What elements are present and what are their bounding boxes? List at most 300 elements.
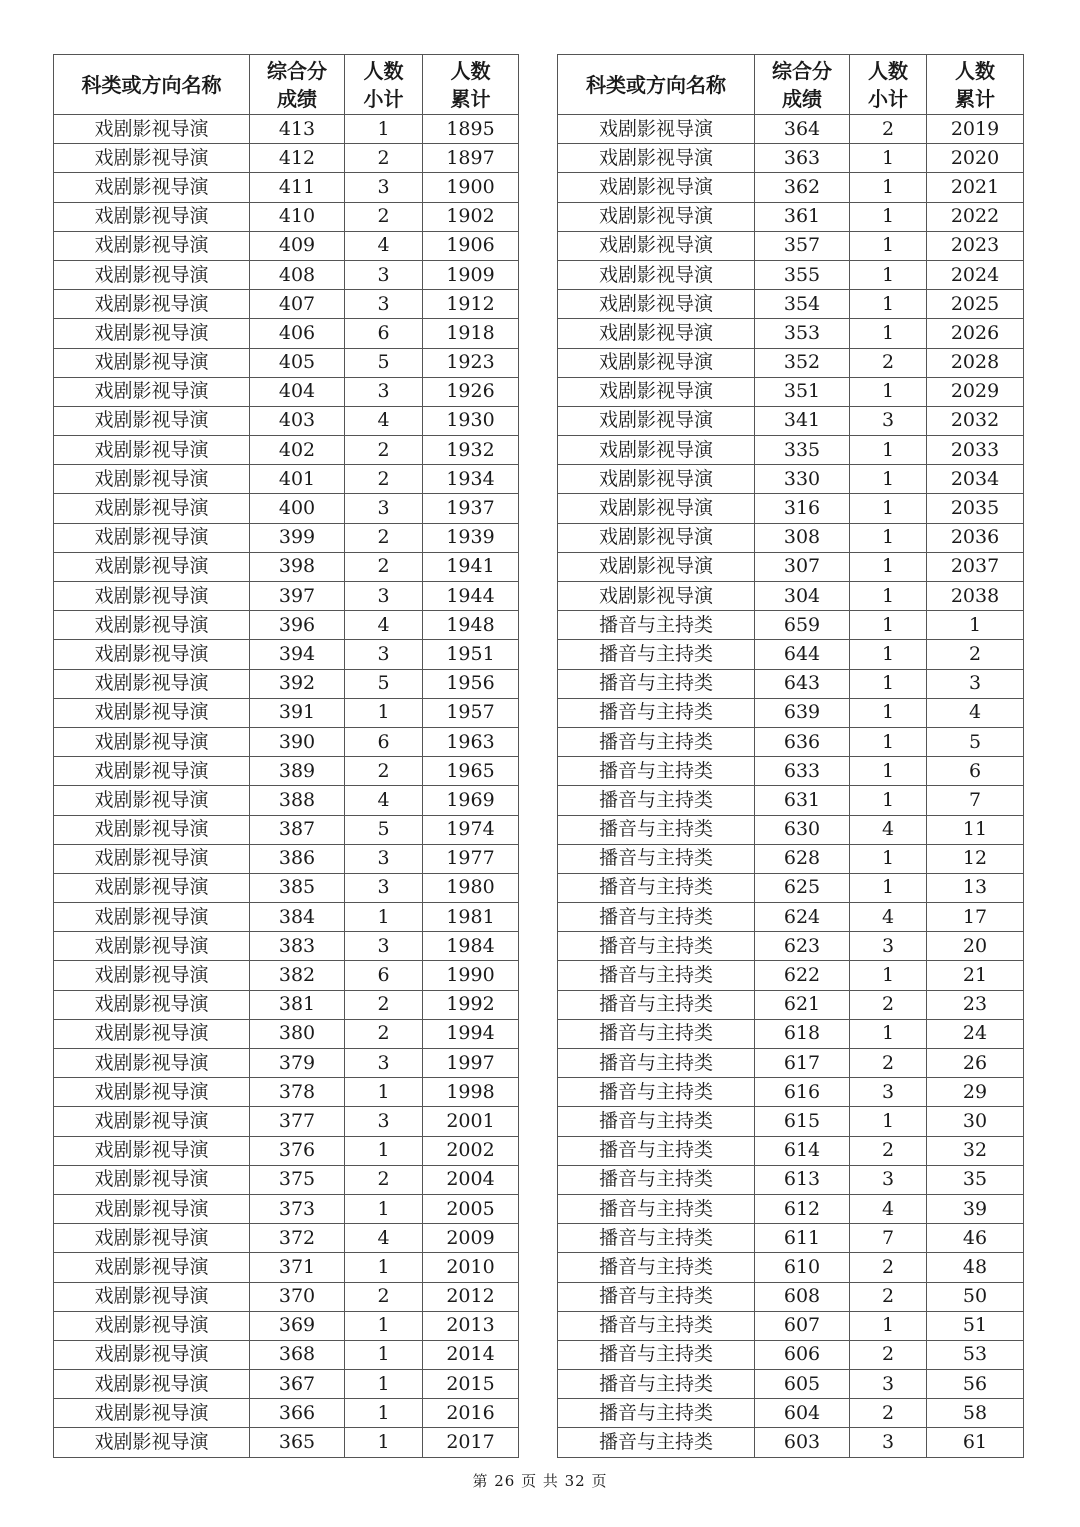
cell-subtotal: 2 — [345, 144, 423, 173]
table-row — [54, 844, 519, 873]
cell-score: 400 — [250, 494, 345, 523]
header-subtotal: 人数 小计 — [850, 55, 927, 115]
table-row — [558, 961, 1024, 990]
table-row — [558, 1019, 1024, 1048]
table-row — [54, 1253, 519, 1282]
table-body-right — [558, 115, 1024, 1458]
cell-subtotal: 1 — [345, 1428, 423, 1457]
cell-category: 戏剧影视导演 — [54, 1136, 250, 1165]
table-row — [558, 115, 1024, 144]
cell-score: 605 — [755, 1370, 850, 1399]
table-header-row — [558, 55, 1024, 115]
cell-subtotal: 1 — [850, 202, 927, 231]
cell-subtotal: 2 — [345, 552, 423, 581]
table-row — [54, 523, 519, 552]
cell-cumulative: 23 — [927, 990, 1024, 1019]
cell-subtotal: 3 — [345, 290, 423, 319]
cell-score: 383 — [250, 932, 345, 961]
header-category: 科类或方向名称 — [558, 55, 755, 115]
cell-category: 戏剧影视导演 — [54, 611, 250, 640]
table-row — [54, 669, 519, 698]
cell-score: 621 — [755, 990, 850, 1019]
cell-subtotal: 3 — [345, 494, 423, 523]
cell-category: 戏剧影视导演 — [54, 1428, 250, 1457]
cell-cumulative: 2 — [927, 640, 1024, 669]
table-row — [54, 1194, 519, 1223]
cell-category: 戏剧影视导演 — [558, 115, 755, 144]
table-row — [558, 903, 1024, 932]
table-row — [54, 1399, 519, 1428]
table-row — [54, 552, 519, 581]
table-row — [558, 757, 1024, 786]
cell-cumulative: 1895 — [423, 115, 519, 144]
cell-category: 播音与主持类 — [558, 727, 755, 756]
cell-cumulative: 12 — [927, 844, 1024, 873]
score-table-left — [53, 54, 519, 1458]
cell-score: 611 — [755, 1224, 850, 1253]
cell-cumulative: 1930 — [423, 406, 519, 435]
cell-score: 380 — [250, 1019, 345, 1048]
cell-cumulative: 1937 — [423, 494, 519, 523]
cell-subtotal: 1 — [850, 640, 927, 669]
cell-category: 戏剧影视导演 — [54, 1165, 250, 1194]
cell-subtotal: 1 — [850, 698, 927, 727]
table-row — [54, 698, 519, 727]
cell-cumulative: 1941 — [423, 552, 519, 581]
cell-cumulative: 2001 — [423, 1107, 519, 1136]
cell-cumulative: 1900 — [423, 173, 519, 202]
cell-category: 戏剧影视导演 — [558, 436, 755, 465]
cell-subtotal: 3 — [345, 844, 423, 873]
table-row — [558, 144, 1024, 173]
cell-cumulative: 3 — [927, 669, 1024, 698]
cell-subtotal: 2 — [345, 757, 423, 786]
cell-score: 376 — [250, 1136, 345, 1165]
cell-subtotal: 1 — [345, 1370, 423, 1399]
table-row — [558, 1165, 1024, 1194]
cell-category: 播音与主持类 — [558, 1019, 755, 1048]
table-row — [54, 1428, 519, 1457]
header-score: 综合分 成绩 — [755, 55, 850, 115]
table-row — [558, 698, 1024, 727]
cell-cumulative: 51 — [927, 1311, 1024, 1340]
table-row — [558, 1311, 1024, 1340]
score-table-right — [557, 54, 1024, 1458]
cell-category: 戏剧影视导演 — [54, 144, 250, 173]
cell-score: 631 — [755, 786, 850, 815]
cell-score: 628 — [755, 844, 850, 873]
cell-subtotal: 2 — [850, 115, 927, 144]
table-row — [54, 815, 519, 844]
cell-category: 戏剧影视导演 — [54, 1107, 250, 1136]
table-row — [558, 202, 1024, 231]
cell-category: 戏剧影视导演 — [54, 1253, 250, 1282]
cell-category: 戏剧影视导演 — [54, 873, 250, 902]
cell-cumulative: 11 — [927, 815, 1024, 844]
cell-cumulative: 1918 — [423, 319, 519, 348]
cell-category: 戏剧影视导演 — [54, 406, 250, 435]
cell-category: 播音与主持类 — [558, 698, 755, 727]
cell-category: 戏剧影视导演 — [54, 1078, 250, 1107]
cell-score: 375 — [250, 1165, 345, 1194]
table-row — [54, 1136, 519, 1165]
table-row — [54, 290, 519, 319]
cell-score: 392 — [250, 669, 345, 698]
table-row — [558, 1224, 1024, 1253]
cell-cumulative: 5 — [927, 727, 1024, 756]
cell-subtotal: 1 — [850, 1107, 927, 1136]
cell-score: 643 — [755, 669, 850, 698]
cell-subtotal: 1 — [345, 1311, 423, 1340]
cell-subtotal: 1 — [850, 757, 927, 786]
table-row — [558, 1107, 1024, 1136]
cell-subtotal: 3 — [850, 1165, 927, 1194]
cell-subtotal: 1 — [345, 115, 423, 144]
cell-subtotal: 1 — [850, 611, 927, 640]
table-row — [558, 494, 1024, 523]
cell-category: 戏剧影视导演 — [558, 260, 755, 289]
cell-subtotal: 2 — [850, 990, 927, 1019]
cell-cumulative: 2022 — [927, 202, 1024, 231]
cell-category: 戏剧影视导演 — [54, 727, 250, 756]
cell-cumulative: 2004 — [423, 1165, 519, 1194]
cell-score: 636 — [755, 727, 850, 756]
cell-score: 388 — [250, 786, 345, 815]
cell-cumulative: 1977 — [423, 844, 519, 873]
cell-cumulative: 2014 — [423, 1340, 519, 1369]
cell-score: 384 — [250, 903, 345, 932]
cell-score: 633 — [755, 757, 850, 786]
cell-cumulative: 1998 — [423, 1078, 519, 1107]
cell-cumulative: 1 — [927, 611, 1024, 640]
cell-score: 366 — [250, 1399, 345, 1428]
cell-cumulative: 1926 — [423, 377, 519, 406]
cell-category: 播音与主持类 — [558, 611, 755, 640]
table-row — [54, 144, 519, 173]
cell-cumulative: 1944 — [423, 582, 519, 611]
cell-cumulative: 2002 — [423, 1136, 519, 1165]
cell-score: 367 — [250, 1370, 345, 1399]
cell-cumulative: 46 — [927, 1224, 1024, 1253]
cell-cumulative: 2036 — [927, 523, 1024, 552]
table-row — [558, 1399, 1024, 1428]
cell-subtotal: 1 — [850, 144, 927, 173]
table-row — [54, 611, 519, 640]
header-subtotal: 人数 小计 — [345, 55, 423, 115]
cell-category: 播音与主持类 — [558, 757, 755, 786]
cell-score: 335 — [755, 436, 850, 465]
cell-subtotal: 2 — [850, 1340, 927, 1369]
table-row — [558, 1194, 1024, 1223]
cell-cumulative: 1902 — [423, 202, 519, 231]
cell-category: 播音与主持类 — [558, 1107, 755, 1136]
cell-subtotal: 3 — [345, 1107, 423, 1136]
cell-category: 戏剧影视导演 — [54, 173, 250, 202]
cell-score: 391 — [250, 698, 345, 727]
cell-cumulative: 1963 — [423, 727, 519, 756]
table-row — [54, 961, 519, 990]
cell-cumulative: 20 — [927, 932, 1024, 961]
cell-category: 播音与主持类 — [558, 932, 755, 961]
table-row — [558, 1370, 1024, 1399]
cell-cumulative: 1997 — [423, 1049, 519, 1078]
cell-subtotal: 2 — [850, 1253, 927, 1282]
cell-category: 戏剧影视导演 — [54, 1194, 250, 1223]
cell-score: 409 — [250, 231, 345, 260]
cell-subtotal: 1 — [850, 173, 927, 202]
cell-subtotal: 3 — [345, 582, 423, 611]
cell-score: 412 — [250, 144, 345, 173]
cell-subtotal: 1 — [850, 231, 927, 260]
cell-score: 399 — [250, 523, 345, 552]
cell-subtotal: 2 — [850, 1136, 927, 1165]
header-cumulative: 人数 累计 — [927, 55, 1024, 115]
cell-category: 戏剧影视导演 — [54, 1224, 250, 1253]
cell-subtotal: 1 — [345, 1136, 423, 1165]
cell-cumulative: 32 — [927, 1136, 1024, 1165]
cell-subtotal: 1 — [850, 319, 927, 348]
cell-score: 353 — [755, 319, 850, 348]
cell-cumulative: 61 — [927, 1428, 1024, 1457]
cell-subtotal: 3 — [850, 1370, 927, 1399]
cell-cumulative: 13 — [927, 873, 1024, 902]
cell-subtotal: 1 — [850, 727, 927, 756]
cell-score: 639 — [755, 698, 850, 727]
cell-category: 戏剧影视导演 — [54, 465, 250, 494]
cell-subtotal: 1 — [850, 523, 927, 552]
cell-subtotal: 1 — [345, 1340, 423, 1369]
cell-category: 戏剧影视导演 — [54, 523, 250, 552]
cell-subtotal: 4 — [850, 903, 927, 932]
cell-category: 戏剧影视导演 — [54, 844, 250, 873]
table-row — [558, 844, 1024, 873]
cell-score: 308 — [755, 523, 850, 552]
cell-category: 戏剧影视导演 — [54, 115, 250, 144]
cell-subtotal: 1 — [850, 494, 927, 523]
cell-cumulative: 1906 — [423, 231, 519, 260]
cell-category: 播音与主持类 — [558, 873, 755, 902]
cell-subtotal: 3 — [850, 406, 927, 435]
cell-score: 401 — [250, 465, 345, 494]
cell-cumulative: 2034 — [927, 465, 1024, 494]
cell-subtotal: 2 — [345, 1282, 423, 1311]
table-row — [558, 406, 1024, 435]
table-row — [54, 727, 519, 756]
cell-cumulative: 7 — [927, 786, 1024, 815]
cell-cumulative: 1969 — [423, 786, 519, 815]
table-row — [54, 1107, 519, 1136]
cell-cumulative: 1992 — [423, 990, 519, 1019]
cell-cumulative: 1909 — [423, 260, 519, 289]
cell-score: 404 — [250, 377, 345, 406]
cell-score: 405 — [250, 348, 345, 377]
cell-category: 播音与主持类 — [558, 1370, 755, 1399]
cell-category: 播音与主持类 — [558, 1224, 755, 1253]
table-row — [558, 523, 1024, 552]
cell-cumulative: 2016 — [423, 1399, 519, 1428]
cell-score: 613 — [755, 1165, 850, 1194]
cell-subtotal: 3 — [345, 260, 423, 289]
cell-category: 戏剧影视导演 — [558, 494, 755, 523]
cell-cumulative: 35 — [927, 1165, 1024, 1194]
cell-category: 戏剧影视导演 — [54, 319, 250, 348]
table-row — [558, 727, 1024, 756]
cell-score: 386 — [250, 844, 345, 873]
cell-score: 615 — [755, 1107, 850, 1136]
cell-subtotal: 4 — [345, 231, 423, 260]
cell-subtotal: 2 — [345, 465, 423, 494]
cell-subtotal: 1 — [850, 1311, 927, 1340]
cell-score: 408 — [250, 260, 345, 289]
cell-category: 戏剧影视导演 — [54, 290, 250, 319]
table-row — [54, 757, 519, 786]
cell-category: 戏剧影视导演 — [54, 1370, 250, 1399]
table-row — [558, 231, 1024, 260]
cell-category: 播音与主持类 — [558, 1399, 755, 1428]
cell-score: 616 — [755, 1078, 850, 1107]
cell-cumulative: 29 — [927, 1078, 1024, 1107]
cell-score: 368 — [250, 1340, 345, 1369]
table-row — [558, 582, 1024, 611]
cell-category: 戏剧影视导演 — [54, 815, 250, 844]
cell-score: 410 — [250, 202, 345, 231]
header-cumulative: 人数 累计 — [423, 55, 519, 115]
cell-score: 363 — [755, 144, 850, 173]
table-row — [54, 115, 519, 144]
cell-cumulative: 2013 — [423, 1311, 519, 1340]
cell-score: 373 — [250, 1194, 345, 1223]
cell-score: 659 — [755, 611, 850, 640]
cell-score: 387 — [250, 815, 345, 844]
cell-category: 戏剧影视导演 — [558, 552, 755, 581]
cell-score: 371 — [250, 1253, 345, 1282]
cell-category: 戏剧影视导演 — [558, 202, 755, 231]
cell-cumulative: 1980 — [423, 873, 519, 902]
cell-score: 351 — [755, 377, 850, 406]
cell-cumulative: 2009 — [423, 1224, 519, 1253]
cell-subtotal: 6 — [345, 319, 423, 348]
cell-score: 617 — [755, 1049, 850, 1078]
table-row — [558, 348, 1024, 377]
table-row — [54, 406, 519, 435]
cell-category: 播音与主持类 — [558, 1194, 755, 1223]
cell-category: 戏剧影视导演 — [54, 786, 250, 815]
cell-cumulative: 1981 — [423, 903, 519, 932]
cell-cumulative: 2037 — [927, 552, 1024, 581]
cell-subtotal: 3 — [345, 377, 423, 406]
cell-cumulative: 1897 — [423, 144, 519, 173]
cell-category: 播音与主持类 — [558, 1282, 755, 1311]
cell-category: 戏剧影视导演 — [54, 1340, 250, 1369]
cell-category: 播音与主持类 — [558, 1428, 755, 1457]
cell-cumulative: 2026 — [927, 319, 1024, 348]
cell-score: 341 — [755, 406, 850, 435]
table-row — [54, 348, 519, 377]
cell-category: 戏剧影视导演 — [558, 465, 755, 494]
cell-cumulative: 2012 — [423, 1282, 519, 1311]
cell-category: 播音与主持类 — [558, 640, 755, 669]
cell-subtotal: 7 — [850, 1224, 927, 1253]
table-row — [54, 465, 519, 494]
cell-cumulative: 2015 — [423, 1370, 519, 1399]
cell-cumulative: 2021 — [927, 173, 1024, 202]
cell-score: 630 — [755, 815, 850, 844]
cell-score: 403 — [250, 406, 345, 435]
cell-score: 372 — [250, 1224, 345, 1253]
table-row — [54, 903, 519, 932]
cell-cumulative: 2010 — [423, 1253, 519, 1282]
cell-subtotal: 1 — [345, 1253, 423, 1282]
cell-score: 369 — [250, 1311, 345, 1340]
cell-cumulative: 2023 — [927, 231, 1024, 260]
cell-score: 330 — [755, 465, 850, 494]
cell-subtotal: 4 — [345, 611, 423, 640]
table-row — [54, 990, 519, 1019]
table-row — [558, 873, 1024, 902]
table-row — [558, 990, 1024, 1019]
cell-cumulative: 2038 — [927, 582, 1024, 611]
cell-subtotal: 3 — [345, 640, 423, 669]
cell-subtotal: 4 — [345, 406, 423, 435]
cell-cumulative: 2033 — [927, 436, 1024, 465]
table-row — [558, 1340, 1024, 1369]
cell-subtotal: 5 — [345, 815, 423, 844]
table-row — [54, 260, 519, 289]
cell-cumulative: 2020 — [927, 144, 1024, 173]
cell-category: 播音与主持类 — [558, 1165, 755, 1194]
cell-subtotal: 6 — [345, 727, 423, 756]
cell-category: 戏剧影视导演 — [558, 523, 755, 552]
cell-cumulative: 2005 — [423, 1194, 519, 1223]
table-row — [54, 231, 519, 260]
cell-subtotal: 1 — [850, 290, 927, 319]
table-row — [54, 932, 519, 961]
table-row — [54, 1019, 519, 1048]
cell-cumulative: 1923 — [423, 348, 519, 377]
cell-score: 618 — [755, 1019, 850, 1048]
cell-subtotal: 2 — [850, 1282, 927, 1311]
table-row — [558, 173, 1024, 202]
table-row — [558, 669, 1024, 698]
cell-subtotal: 1 — [850, 961, 927, 990]
cell-score: 377 — [250, 1107, 345, 1136]
cell-subtotal: 3 — [345, 873, 423, 902]
table-row — [558, 932, 1024, 961]
cell-score: 398 — [250, 552, 345, 581]
table-row — [558, 552, 1024, 581]
table-row — [54, 436, 519, 465]
cell-subtotal: 5 — [345, 348, 423, 377]
table-row — [558, 1253, 1024, 1282]
cell-score: 362 — [755, 173, 850, 202]
cell-cumulative: 1934 — [423, 465, 519, 494]
cell-score: 407 — [250, 290, 345, 319]
cell-score: 644 — [755, 640, 850, 669]
cell-cumulative: 1912 — [423, 290, 519, 319]
cell-subtotal: 3 — [345, 1049, 423, 1078]
cell-category: 戏剧影视导演 — [54, 582, 250, 611]
cell-cumulative: 1951 — [423, 640, 519, 669]
cell-score: 316 — [755, 494, 850, 523]
cell-cumulative: 21 — [927, 961, 1024, 990]
cell-score: 361 — [755, 202, 850, 231]
cell-subtotal: 1 — [345, 698, 423, 727]
cell-category: 播音与主持类 — [558, 844, 755, 873]
cell-category: 戏剧影视导演 — [54, 990, 250, 1019]
cell-category: 播音与主持类 — [558, 1311, 755, 1340]
cell-score: 413 — [250, 115, 345, 144]
cell-score: 406 — [250, 319, 345, 348]
